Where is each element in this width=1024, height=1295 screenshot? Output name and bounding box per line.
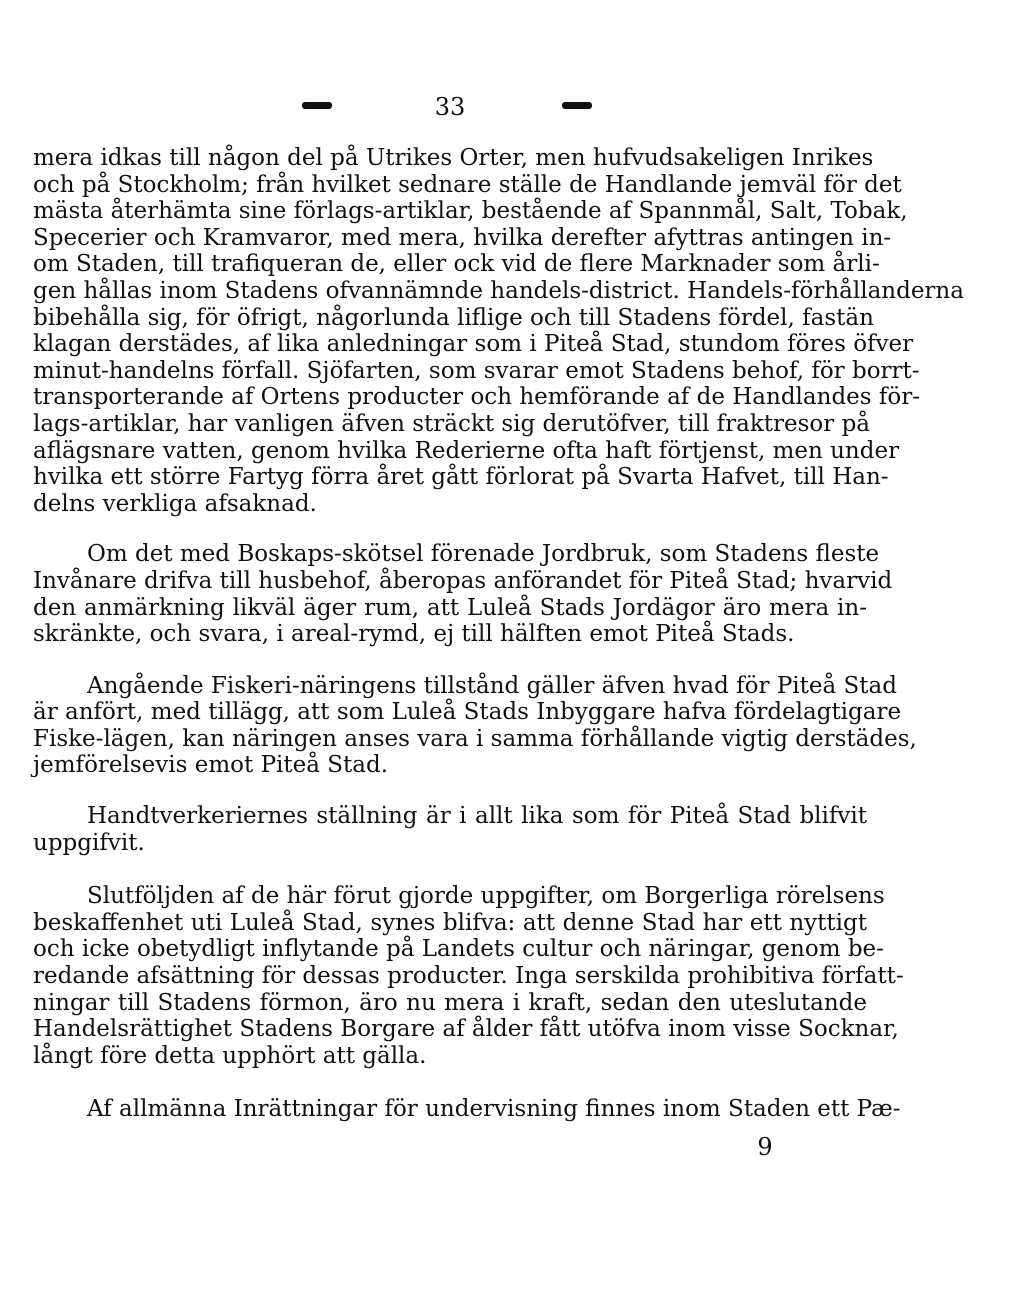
paragraph-institutions — [33, 1096, 901, 1123]
text-line: den anmärkning likväl äger rum, att Luleå Stads Jordägor äro mera in- — [33, 594, 867, 621]
text-line: transporterande af Ortens producter och hemförande af de Handlandes för- — [33, 384, 921, 411]
text-line: och på Stockholm; från hvilket sednare ställe de Handlande jemväl för det — [33, 171, 902, 198]
header-dash-left — [302, 102, 332, 109]
text-line: Af allmänna Inrättningar för undervisning finnes inom Staden ett Pæ- — [87, 1096, 901, 1123]
paragraph-agriculture — [33, 541, 893, 648]
text-line: om Staden, till trafiqueran de, eller ock vid de flere Marknader som årli- — [33, 251, 880, 278]
page-header — [0, 92, 1024, 122]
text-line: Slutföljden af de här förut gjorde uppgifter, om Borgerliga rörelsens — [87, 883, 885, 910]
text-line: ningar till Stadens förmon, äro nu mera i kraft, sedan den uteslutande — [33, 989, 867, 1016]
text-line: lags-artiklar, har vanligen äfven sträckt sig derutöfver, till fraktresor på — [33, 410, 871, 437]
text-line: Specerier och Kramvaror, med mera, hvilka derefter afyttras antingen in- — [33, 224, 892, 251]
text-line: mera idkas till någon del på Utrikes Orter, men hufvudsakeligen Inrikes — [33, 145, 874, 171]
text-line: bibehålla sig, för öfrigt, någorlunda liflige och till Stadens fördel, fastän — [33, 304, 874, 331]
text-line: uppgifvit. — [33, 829, 145, 856]
text-line: beskaffenhet uti Luleå Stad, synes blifva: att denne Stad har ett nyttigt — [33, 909, 867, 936]
paragraph-fishery — [33, 672, 917, 779]
text-line: delns verkliga afsaknad. — [33, 490, 317, 517]
text-line: hvilka ett större Fartyg förra året gått förlorat på Svarta Hafvet, till Han- — [33, 464, 889, 491]
text-line: gen hållas inom Stadens ofvannämnde handels-district. Handels-förhållanderna — [33, 277, 964, 304]
header-dash-right — [562, 102, 592, 109]
text-line: skränkte, och svara, i areal-rymd, ej till hälften emot Piteå Stads. — [33, 621, 795, 648]
text-line: jemförelsevis emot Piteå Stad. — [33, 752, 389, 779]
text-line: aflägsnare vatten, genom hvilka Rederierne ofta haft förtjenst, men under — [33, 437, 900, 464]
text-line: minut-handelns förfall. Sjöfarten, som svarar emot Stadens behof, för borrt- — [33, 357, 920, 384]
text-line: klagan derstädes, af lika anledningar som i Piteå Stad, stundom föres öfver — [33, 331, 914, 358]
page-number: 33 — [434, 93, 466, 121]
paragraph-trade — [33, 145, 964, 517]
text-line: är anfört, med tillägg, att som Luleå Stads Inbyggare hafva fördelagtigare — [33, 699, 902, 726]
text-line: Angående Fiskeri-näringens tillstånd gäller äfven hvad för Piteå Stad — [87, 672, 897, 699]
text-line: Om det med Boskaps-skötsel förenade Jordbruk, som Stadens fleste — [87, 541, 880, 568]
text-line: mästa återhämta sine förlags-artiklar, bestående af Spannmål, Salt, Tobak, — [33, 198, 908, 225]
text-line: Handelsrättighet Stadens Borgare af ålder fått utöfva inom visse Socknar, — [33, 1016, 899, 1043]
text-line: långt före detta upphört att gälla. — [33, 1042, 427, 1069]
paragraph-conclusion — [33, 883, 904, 1069]
text-line: redande afsättning för dessas producter. Inga serskilda prohibitiva författ- — [33, 963, 904, 990]
signature-mark: 9 — [757, 1133, 773, 1161]
paragraph-crafts — [33, 803, 867, 856]
text-line: Invånare drifva till husbehof, åberopas anförandet för Piteå Stad; hvarvid — [33, 567, 893, 594]
text-line: Fiske-lägen, kan näringen anses vara i samma förhållande vigtig derstädes, — [33, 725, 917, 752]
body-text — [33, 145, 964, 1123]
text-line: och icke obetydligt inflytande på Landets cultur och näringar, genom be- — [33, 936, 884, 963]
text-line: Handtverkeriernes ställning är i allt lika som för Piteå Stad blifvit — [87, 803, 867, 830]
